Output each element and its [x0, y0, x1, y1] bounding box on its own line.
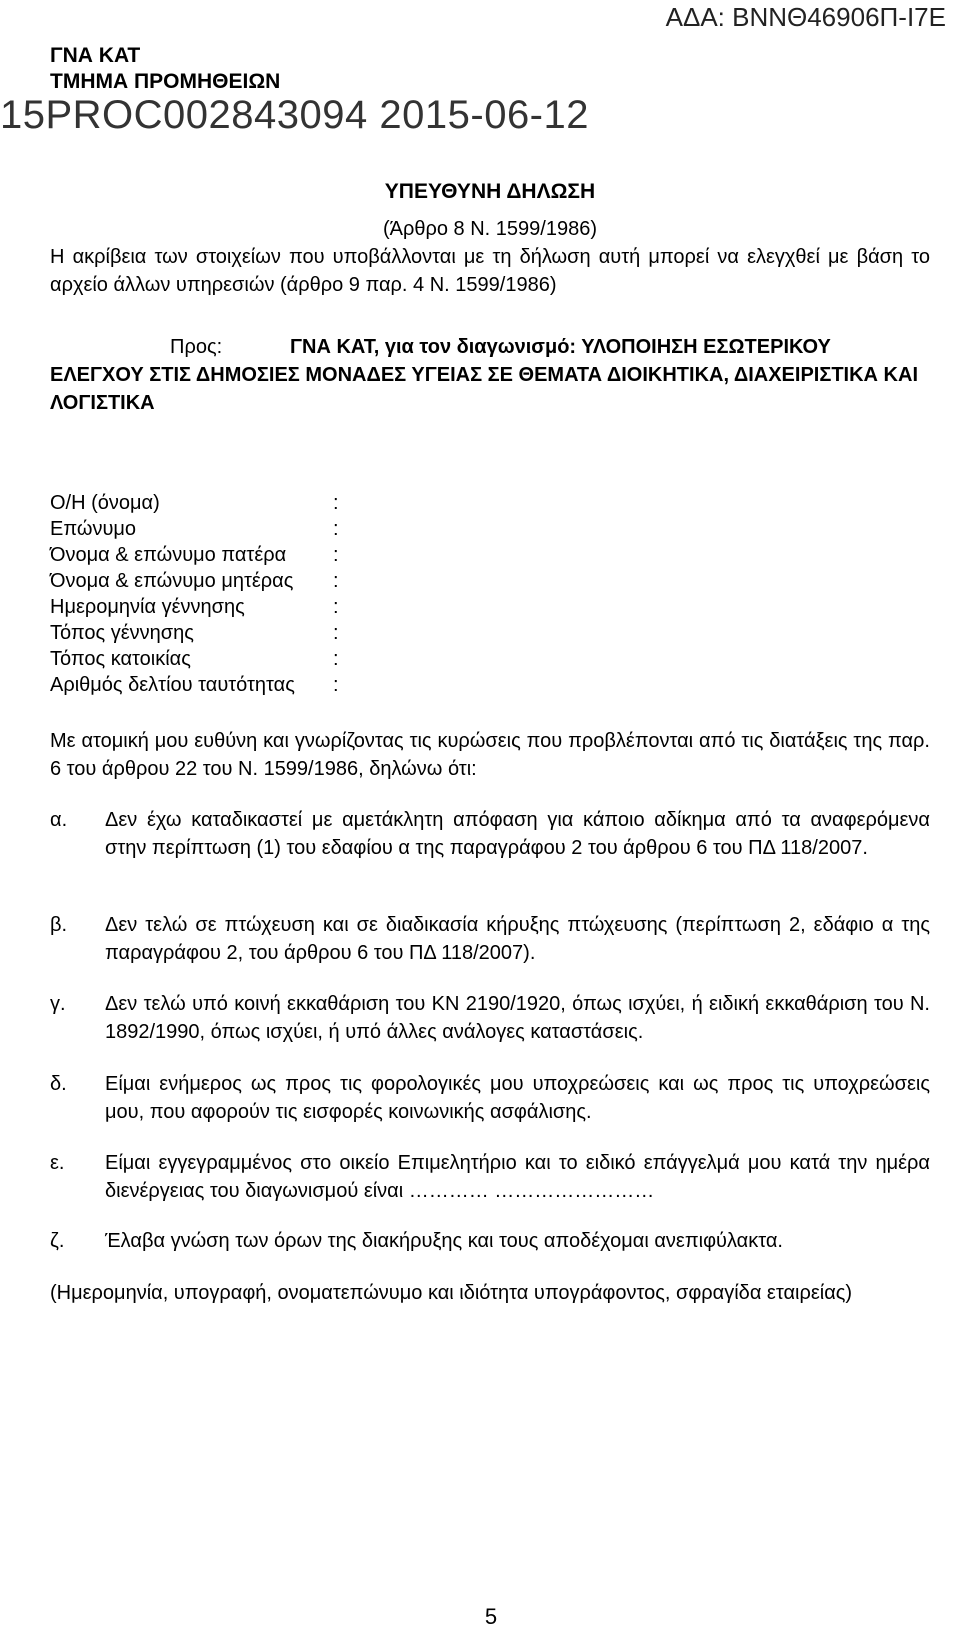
field-separator: : [333, 622, 339, 644]
declaration-item [50, 1149, 930, 1205]
field-separator: : [333, 544, 339, 566]
field-label: Όνομα & επώνυμο μητέρας [50, 570, 294, 592]
declaration-item [50, 1070, 930, 1126]
document-subtitle: (Άρθρο 8 Ν. 1599/1986) [382, 218, 597, 240]
item-text: Έλαβα γνώση των όρων της διακήρυξης και τους αποδέχομαι ανεπιφύλακτα. [105, 1230, 783, 1252]
field-row [50, 672, 339, 698]
declaration-item [50, 806, 930, 862]
personal-fields [50, 490, 339, 698]
declaration-intro: Με ατομική μου ευθύνη και γνωρίζοντας τις κυρώσεις που προβλέπονται από τις διατάξεις της παρ. 6 του άρθρου 22 του Ν. 1599/1986, δηλώνω ότι: [50, 730, 930, 780]
item-marker: γ. [50, 993, 66, 1015]
item-text: Είμαι ενήμερος ως προς τις φορολογικές μου υποχρεώσεις και ως προς τις υποχρεώσεις μου, που αφορούν τις εισφορές κοινωνικής ασφάλισης. [105, 1073, 930, 1123]
org-department: ΤΜΗΜΑ ΠΡΟΜΗΘΕΙΩΝ [50, 70, 281, 93]
item-text: Δεν τελώ σε πτώχευση και σε διαδικασία κήρυξης πτώχευσης (περίπτωση 2, εδάφιο α της παραγράφου 2, του άρθρου 6 του ΠΔ 118/2007). [105, 914, 930, 964]
field-label: Αριθμός δελτίου ταυτότητας [50, 674, 295, 696]
ada-code: ΑΔΑ: ΒΝΝΘ46906Π-Ι7Ε [665, 2, 946, 32]
field-label: Ο/Η (όνομα) [50, 492, 160, 514]
item-marker: α. [50, 809, 68, 831]
procurement-id: 15PROC002843094 2015-06-12 [0, 93, 589, 137]
page-number: 5 [484, 1604, 498, 1629]
field-row [50, 646, 339, 672]
field-separator: : [333, 492, 339, 514]
item-marker: β. [50, 914, 68, 936]
field-label: Τόπος κατοικίας [50, 648, 191, 670]
declaration-item [50, 1227, 930, 1255]
signature-note: (Ημερομηνία, υπογραφή, ονοματεπώνυμο και ιδιότητα υπογράφοντος, σφραγίδα εταιρείας) [50, 1282, 853, 1304]
field-row [50, 490, 339, 516]
field-row [50, 516, 339, 542]
item-marker: δ. [50, 1073, 67, 1095]
item-text: Δεν τελώ υπό κοινή εκκαθάριση του ΚΝ 2190/1920, όπως ισχύει, ή ειδική εκκαθάριση του Ν. 1892/1990, όπως ισχύει, ή υπό άλλες ανάλογες καταστάσεις. [105, 993, 930, 1043]
field-row [50, 620, 339, 646]
item-marker: ε. [50, 1152, 65, 1174]
field-separator: : [333, 648, 339, 670]
field-label: Ημερομηνία γέννησης [50, 596, 245, 618]
org-name: ΓΝΑ ΚΑΤ [50, 44, 141, 67]
field-separator: : [333, 674, 339, 696]
declaration-item [50, 990, 930, 1046]
item-text: Είμαι εγγεγραμμένος στο οικείο Επιμελητήριο και το ειδικό επάγγελμά μου κατά την ημέρα διενέργειας του διαγωνισμού είναι ………… …………………… [105, 1152, 930, 1202]
field-separator: : [333, 570, 339, 592]
document-title: ΥΠΕΥΘΥΝΗ ΔΗΛΩΣΗ [384, 180, 596, 203]
field-row [50, 594, 339, 620]
intro-paragraph: Η ακρίβεια των στοιχείων που υποβάλλονται με τη δήλωση αυτή μπορεί να ελεγχθεί με βάση το αρχείο άλλων υπηρεσιών (άρθρο 9 παρ. 4 Ν. 1599/1986) [50, 246, 930, 296]
recipient-block [50, 333, 930, 417]
field-separator: : [333, 596, 339, 618]
field-label: Τόπος γέννησης [50, 622, 194, 644]
field-label: Επώνυμο [50, 518, 137, 540]
item-marker: ζ. [50, 1230, 65, 1252]
field-label: Όνομα & επώνυμο πατέρα [50, 544, 287, 566]
field-row [50, 542, 339, 568]
recipient-label: Προς: [170, 336, 223, 358]
field-row [50, 568, 339, 594]
item-text: Δεν έχω καταδικαστεί με αμετάκλητη απόφαση για κάποιο αδίκημα από τα αναφερόμενα στην περίπτωση (1) του εδαφίου α της παραγράφου 2 του άρθρου 6 του ΠΔ 118/2007. [105, 809, 930, 859]
field-separator: : [333, 518, 339, 540]
declaration-item [50, 911, 930, 967]
recipient-text: ΓΝΑ ΚΑΤ, για τον διαγωνισμό: ΥΛΟΠΟΙΗΣΗ ΕΣΩΤΕΡΙΚΟΥ ΕΛΕΓΧΟΥ ΣΤΙΣ ΔΗΜΟΣΙΕΣ ΜΟΝΑΔΕΣ ΥΓΕΙΑΣ ΣΕ ΘΕΜΑΤΑ ΔΙΟΙΚΗΤΙΚΑ, ΔΙΑΧΕΙΡΙΣΤΙΚΑ ΚΑΙ ΛΟΓΙΣΤΙΚΑ [50, 336, 918, 414]
